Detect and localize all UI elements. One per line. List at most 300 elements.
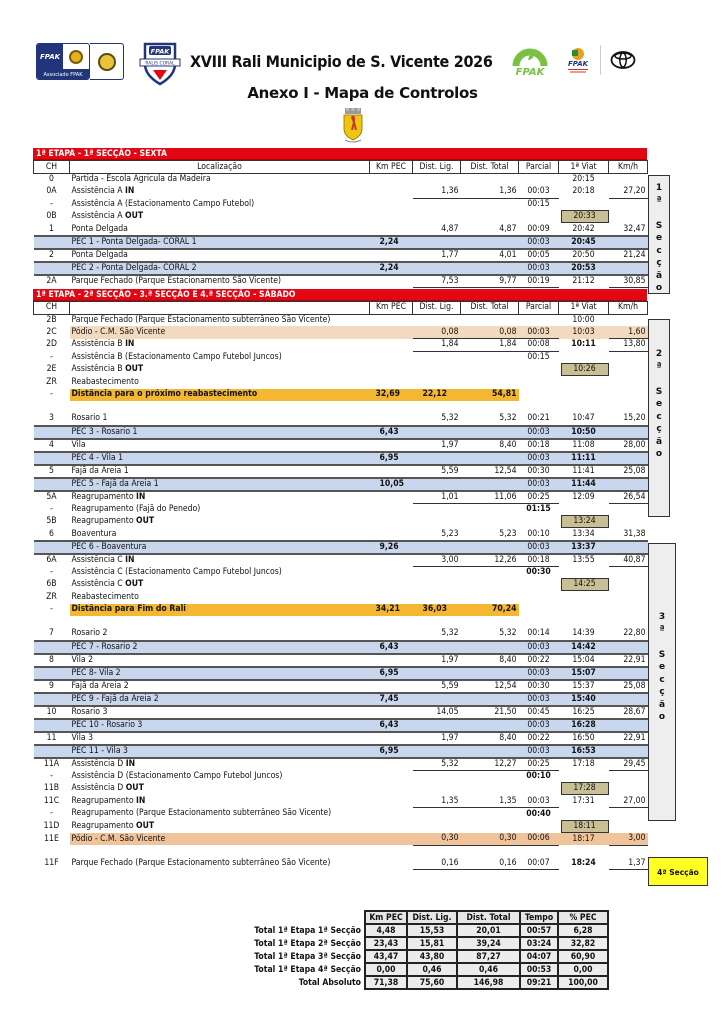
empty-cell	[609, 845, 648, 857]
ch-cell: 11C	[43, 796, 60, 807]
ch-cell: 9	[49, 680, 54, 691]
km-pec-cell	[370, 654, 413, 667]
location-text: Assistência A	[71, 211, 126, 222]
side-letter: S	[655, 386, 663, 397]
ch-cell: 5	[49, 465, 54, 476]
dist-lig-cell	[413, 376, 461, 388]
kmh-cell: 1,60	[609, 326, 648, 338]
side-letter: o	[655, 449, 663, 459]
empty-cell	[519, 401, 559, 413]
totals-row-label: Total 1ª Etapa 1ª Secção	[254, 925, 361, 936]
dist-lig-cell: 5,32	[413, 413, 461, 425]
dist-lig-cell: 0,30	[413, 833, 461, 845]
control-row	[34, 376, 648, 388]
parcial-cell: 00:21	[519, 413, 559, 425]
totals-value-cell: 39,24	[457, 937, 520, 950]
parcial-cell: 00:03	[519, 541, 559, 554]
dist-total-cell: 9,77	[461, 275, 519, 288]
parcial-cell	[519, 210, 559, 223]
location-text: Ponta Delgada	[71, 223, 128, 234]
control-row	[34, 413, 648, 425]
empty-cell	[559, 845, 609, 857]
location-text: Distância para o próximo reabastecimento	[71, 389, 258, 400]
document-subtitle: Anexo I - Mapa de Controlos	[247, 84, 478, 102]
empty-cell	[370, 401, 413, 413]
dist-total-cell	[461, 566, 519, 578]
ch-cell	[34, 667, 70, 680]
dist-lig-cell: 4,87	[413, 223, 461, 235]
dist-lig-cell: 0,08	[413, 326, 461, 338]
out-time-box: 17:28	[561, 782, 609, 795]
control-row	[34, 732, 648, 745]
first-car-time-cell	[559, 389, 609, 401]
control-row	[34, 186, 648, 198]
totals-row	[230, 963, 608, 976]
empty-cell	[609, 401, 648, 413]
location-cell	[70, 223, 370, 235]
ch-cell	[34, 719, 70, 732]
col-1a-viat: 1ª Viat	[559, 161, 609, 174]
ch-cell: 2D	[46, 339, 57, 350]
first-car-time-cell: 11:08	[572, 439, 595, 450]
kmh-cell	[609, 210, 648, 223]
location-cell	[70, 478, 370, 491]
dist-total-cell	[461, 515, 519, 528]
ch-cell	[34, 262, 70, 275]
dist-lig-cell	[413, 363, 461, 376]
pec-row	[34, 641, 648, 654]
location-cell	[70, 578, 370, 591]
section2-table	[33, 301, 648, 871]
control-row	[34, 578, 648, 591]
control-row	[34, 351, 648, 363]
control-row	[34, 465, 648, 478]
totals-value-cell: 23,43	[365, 937, 407, 950]
parcial-cell: 00:10	[526, 771, 551, 782]
control-row	[34, 654, 648, 667]
location-flag: OUT	[125, 579, 144, 590]
first-car-time-cell: 17:18	[572, 758, 595, 769]
ch-cell: 0	[49, 174, 54, 185]
dist-lig-cell: 5,59	[413, 465, 461, 478]
location-cell	[70, 198, 370, 210]
location-cell	[70, 439, 370, 452]
dist-lig-cell: 1,35	[413, 795, 461, 807]
km-pec-cell: 2,24	[370, 262, 413, 275]
col-km-pec: Km PEC	[370, 301, 413, 314]
dist-lig-cell	[413, 578, 461, 591]
parcial-cell: 00:03	[519, 795, 559, 807]
km-pec-cell: 6,95	[370, 667, 413, 680]
col-1a-viat: 1ª Viat	[559, 301, 609, 314]
km-pec-cell	[370, 820, 413, 833]
location-text: PEC 7 - Rosario 2	[71, 641, 138, 652]
dist-lig-cell: 1,36	[413, 186, 461, 198]
dist-total-cell	[461, 808, 519, 820]
pec-row	[34, 262, 648, 275]
control-row	[34, 858, 648, 870]
location-cell	[70, 693, 370, 706]
dist-total-cell	[461, 693, 519, 706]
totals-value-cell: 0,00	[365, 963, 407, 976]
dist-lig-cell: 1,97	[413, 732, 461, 745]
first-car-time-cell: 15:37	[572, 680, 595, 691]
dist-lig-cell: 1,97	[413, 654, 461, 667]
location-flag: IN	[136, 491, 146, 502]
kmh-cell	[609, 820, 648, 833]
dist-lig-cell	[413, 667, 461, 680]
dist-total-cell	[461, 770, 519, 782]
control-row	[34, 363, 648, 376]
totals-col-pct-pec: % PEC	[558, 911, 608, 924]
km-pec-cell	[370, 566, 413, 578]
first-car-time-cell	[559, 604, 609, 616]
parcial-cell: 00:03	[519, 641, 559, 654]
dist-lig-cell: 1,77	[413, 249, 461, 262]
dist-lig-cell	[413, 770, 461, 782]
kmh-cell	[609, 782, 648, 795]
parcial-cell: 01:15	[526, 503, 551, 514]
dist-lig-cell: 5,23	[413, 528, 461, 540]
empty-cell	[461, 401, 519, 413]
empty-cell	[34, 845, 70, 857]
pec-row	[34, 452, 648, 465]
totals-col-tempo: Tempo	[520, 911, 558, 924]
control-row	[34, 439, 648, 452]
location-text: Assistência B	[71, 339, 126, 350]
ch-cell: -	[50, 389, 53, 400]
ch-cell: 6	[49, 528, 54, 539]
side-letter: ã	[658, 699, 666, 710]
parcial-cell: 00:18	[519, 439, 559, 452]
side-letter: o	[658, 712, 666, 722]
col-km-pec: Km PEC	[370, 161, 413, 174]
location-text: Reagrupamento	[71, 516, 137, 527]
dist-lig-cell	[413, 591, 461, 603]
ch-cell: 0B	[46, 211, 57, 222]
pec-row	[34, 667, 648, 680]
location-cell	[70, 858, 370, 870]
empty-cell	[519, 616, 559, 628]
km-pec-cell: 6,43	[370, 426, 413, 439]
location-text: PEC 11 - Vila 3	[71, 745, 128, 756]
control-row	[34, 174, 648, 186]
totals-value-cell: 146,98	[457, 976, 520, 989]
side-letter: e	[655, 399, 663, 409]
location-text: Rosario 1	[71, 413, 108, 424]
km-pec-cell: 10,05	[370, 478, 413, 491]
location-cell	[70, 732, 370, 745]
parcial-cell: 00:08	[519, 339, 559, 351]
first-car-time-cell	[559, 566, 609, 578]
pec-row	[34, 693, 648, 706]
first-car-time-cell	[559, 363, 609, 376]
location-text: Assistência A (Estacionamento Campo Futebol)	[71, 198, 255, 209]
ch-cell: ZR	[46, 377, 57, 388]
location-text: Boaventura	[71, 528, 117, 539]
first-car-time-cell: 20:50	[572, 249, 595, 260]
totals-value-cell: 4,48	[365, 924, 407, 937]
totals-row-label: Total 1ª Etapa 3ª Secção	[254, 951, 361, 962]
control-row	[34, 782, 648, 795]
location-flag: IN	[125, 339, 135, 350]
dist-total-cell	[461, 452, 519, 465]
location-text: Reagrupamento	[71, 491, 137, 502]
parcial-cell: 00:03	[519, 478, 559, 491]
kmh-cell: 28,67	[609, 706, 648, 719]
dist-total-cell: 0,30	[461, 833, 519, 845]
km-pec-cell: 7,45	[370, 693, 413, 706]
first-car-time-cell: 20:18	[572, 186, 595, 197]
dist-total-cell: 54,81	[461, 389, 519, 401]
svg-text:FPAK: FPAK	[567, 60, 589, 68]
first-car-time-cell: 16:50	[572, 732, 595, 743]
location-text: Assistência C	[71, 579, 126, 590]
km-pec-cell	[370, 198, 413, 210]
side-letter: e	[658, 662, 666, 672]
km-pec-cell	[370, 833, 413, 845]
location-text: Reagrupamento	[71, 796, 137, 807]
first-car-time-cell	[559, 503, 609, 515]
dist-lig-cell	[413, 808, 461, 820]
dist-total-cell	[461, 820, 519, 833]
ch-cell: 11	[46, 732, 57, 743]
dist-total-cell: 5,32	[461, 413, 519, 425]
location-text: Assistência B	[71, 364, 126, 375]
control-row	[34, 314, 648, 326]
totals-value-cell: 75,60	[407, 976, 457, 989]
location-text: Parque Fechado (Parque Estacionamento subterrâneo São Vicente)	[71, 858, 331, 869]
dist-total-cell: 11,06	[461, 491, 519, 504]
km-pec-cell	[370, 591, 413, 603]
kmh-cell	[609, 745, 648, 758]
svg-text:RALIS CORAL: RALIS CORAL	[145, 61, 175, 67]
ch-cell: 2C	[46, 327, 57, 338]
location-text: Reagrupamento (Parque Estacionamento subterrâneo São Vicente)	[71, 808, 332, 819]
parcial-cell: 00:03	[519, 719, 559, 732]
location-text: PEC 9 - Fajã da Areia 2	[71, 693, 159, 704]
totals-header	[230, 911, 608, 924]
control-row	[34, 554, 648, 567]
dist-total-cell	[461, 591, 519, 603]
kmh-cell: 30,85	[609, 275, 648, 288]
location-text: Ponta Delgada	[71, 249, 128, 260]
location-cell	[70, 515, 370, 528]
ch-cell: -	[50, 566, 53, 577]
location-flag: OUT	[125, 211, 144, 222]
first-car-time-cell: 10:11	[571, 339, 596, 350]
toyota-logo-icon	[610, 50, 636, 70]
document-title: XVIII Rali Municipio de S. Vicente 2026	[190, 52, 493, 71]
km-pec-cell	[370, 491, 413, 504]
ch-cell	[34, 693, 70, 706]
location-cell	[70, 314, 370, 326]
totals-value-cell: 60,90	[558, 950, 608, 963]
km-pec-cell	[370, 314, 413, 326]
control-row	[34, 503, 648, 515]
associado-fpak-logo: FPAK Associado FPAK	[36, 43, 90, 80]
km-pec-cell	[370, 578, 413, 591]
parcial-cell	[519, 363, 559, 376]
side-letter	[649, 373, 669, 386]
location-text: Reabastecimento	[71, 592, 139, 603]
dist-total-cell	[461, 376, 519, 388]
dist-total-cell: 5,23	[461, 528, 519, 540]
parcial-cell	[519, 389, 559, 401]
control-row	[34, 808, 648, 820]
ch-cell: 1	[49, 223, 54, 234]
dist-lig-cell	[413, 452, 461, 465]
kmh-cell	[609, 591, 648, 603]
location-text: Vila 2	[71, 654, 94, 665]
empty-cell	[609, 616, 648, 628]
control-row	[34, 223, 648, 235]
location-text: PEC 4 - Vila 1	[71, 452, 124, 463]
pec-row	[34, 236, 648, 249]
side-letter: c	[659, 674, 665, 685]
first-car-time-cell: 16:53	[559, 745, 609, 758]
location-cell	[70, 667, 370, 680]
location-cell	[70, 491, 370, 504]
side-label-3a-seccao	[648, 543, 676, 821]
ch-cell: 5B	[46, 516, 57, 527]
location-text: Assistência C (Estacionamento Campo Futebol Juncos)	[71, 566, 282, 577]
parcial-cell: 00:03	[519, 262, 559, 275]
empty-cell	[413, 401, 461, 413]
kmh-cell: 15,20	[609, 413, 648, 425]
control-row	[34, 628, 648, 640]
km-pec-cell	[370, 808, 413, 820]
dist-lig-cell: 5,59	[413, 680, 461, 693]
location-cell	[70, 275, 370, 288]
dist-total-cell	[461, 541, 519, 554]
dist-lig-cell	[413, 745, 461, 758]
first-car-time-cell: 15:07	[559, 667, 609, 680]
km-pec-cell	[370, 376, 413, 388]
first-car-time-cell	[559, 198, 609, 210]
out-time-box: 13:24	[561, 515, 609, 528]
location-cell	[70, 758, 370, 771]
first-car-time-cell: 10:50	[559, 426, 609, 439]
ch-cell: 2A	[46, 275, 57, 286]
kmh-cell	[609, 719, 648, 732]
dist-total-cell: 8,40	[461, 439, 519, 452]
dist-lig-cell: 1,97	[413, 439, 461, 452]
first-car-time-cell	[559, 591, 609, 603]
kmh-cell	[609, 503, 648, 515]
ch-cell	[34, 478, 70, 491]
km-pec-cell	[370, 554, 413, 567]
kmh-cell: 27,20	[609, 186, 648, 198]
ch-cell	[34, 641, 70, 654]
ch-cell: 2	[49, 249, 54, 260]
kmh-cell	[609, 363, 648, 376]
kmh-cell	[609, 426, 648, 439]
location-cell	[70, 363, 370, 376]
control-row	[34, 198, 648, 210]
location-cell	[70, 770, 370, 782]
parcial-cell	[519, 174, 559, 186]
location-cell	[70, 591, 370, 603]
kmh-cell	[609, 566, 648, 578]
parcial-cell: 00:15	[527, 198, 550, 209]
dist-total-cell: 4,87	[461, 223, 519, 235]
dist-total-cell: 12,27	[461, 758, 519, 771]
location-flag: IN	[125, 758, 136, 769]
parcial-cell: 00:30	[519, 465, 559, 478]
dist-lig-cell: 5,32	[413, 758, 461, 771]
location-cell	[70, 566, 370, 578]
dist-lig-cell: 36,03	[413, 604, 461, 616]
location-cell	[70, 745, 370, 758]
km-pec-cell	[370, 339, 413, 351]
control-row	[34, 210, 648, 223]
parcial-cell: 00:30	[519, 680, 559, 693]
control-row	[34, 795, 648, 807]
first-car-time-cell: 14:39	[572, 628, 595, 639]
location-cell	[70, 210, 370, 223]
location-text: Parque Fechado (Parque Estacionamento São Vicente)	[71, 275, 282, 286]
location-cell	[70, 426, 370, 439]
parcial-cell: 00:22	[519, 654, 559, 667]
km-pec-cell	[370, 210, 413, 223]
dist-lig-cell: 1,84	[413, 339, 461, 351]
location-flag: OUT	[136, 516, 155, 527]
totals-row	[230, 924, 608, 937]
first-car-time-cell: 10:03	[559, 326, 609, 338]
totals-value-cell: 15,53	[407, 924, 457, 937]
location-text: PEC 3 - Rosario 1	[71, 426, 138, 437]
first-car-time-cell: 13:55	[572, 554, 595, 565]
ch-cell	[34, 745, 70, 758]
totals-value-cell: 100,00	[558, 976, 608, 989]
dist-total-cell: 8,40	[461, 654, 519, 667]
dist-total-cell	[461, 363, 519, 376]
control-row	[34, 680, 648, 693]
side-letter: S	[655, 220, 663, 231]
kmh-cell	[609, 478, 648, 491]
ch-cell: 11E	[44, 833, 59, 844]
kmh-cell	[609, 770, 648, 782]
control-row	[34, 528, 648, 540]
col-kmh: Km/h	[609, 161, 648, 174]
ch-cell: 2B	[46, 315, 57, 326]
parcial-cell	[519, 820, 559, 833]
location-text: PEC 8- Vila 2	[71, 667, 121, 678]
totals-value-cell: 04:07	[520, 950, 558, 963]
kmh-cell: 31,38	[609, 528, 648, 540]
kmh-cell: 22,80	[609, 628, 648, 640]
totals-value-cell: 87,27	[457, 950, 520, 963]
location-cell	[70, 249, 370, 262]
km-pec-cell: 6,95	[370, 452, 413, 465]
empty-cell	[34, 616, 70, 628]
out-time-box: 10:26	[561, 363, 609, 376]
ch-cell: -	[50, 351, 53, 362]
dist-total-cell	[461, 236, 519, 249]
km-pec-cell	[370, 515, 413, 528]
ch-cell: 6A	[46, 554, 57, 565]
control-row	[34, 758, 648, 771]
empty-cell	[70, 845, 370, 857]
first-car-time-cell: 10:47	[572, 413, 595, 424]
totals-row	[230, 937, 608, 950]
parcial-cell: 00:09	[519, 223, 559, 235]
dist-total-cell: 21,50	[461, 706, 519, 719]
control-row	[34, 339, 648, 351]
location-cell	[70, 795, 370, 807]
side-letter: 3	[658, 612, 666, 622]
